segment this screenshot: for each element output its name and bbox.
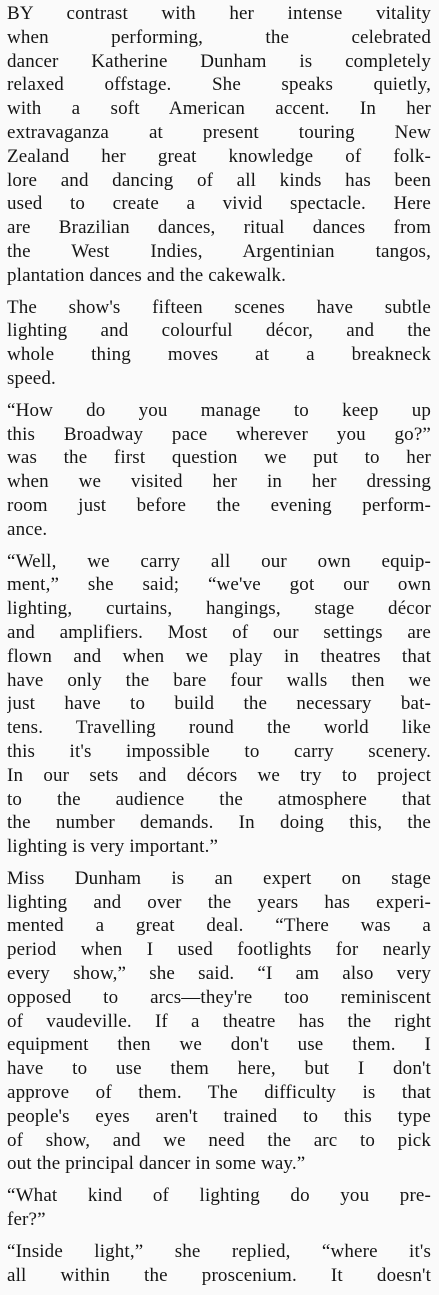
text-line: was the first question we put to her xyxy=(7,447,431,469)
text-line: lighting and over the years has experi- xyxy=(7,891,431,913)
text-line: In our sets and décors we try to project xyxy=(7,764,431,786)
text-line: people's eyes aren't trained to this type xyxy=(7,1105,431,1127)
paragraph-3 xyxy=(7,399,431,542)
text-line: BY contrast with her intense vitality xyxy=(7,3,431,24)
paragraph-1 xyxy=(7,2,431,288)
text-line: “What kind of lighting do you pre- xyxy=(7,1185,431,1207)
text-line: approve of them. The difficulty is that xyxy=(7,1082,431,1104)
text-line: lore and dancing of all kinds has been xyxy=(7,169,431,191)
text-line: of show, and we need the arc to pick xyxy=(7,1129,431,1151)
text-line: flown and when we play in theatres that xyxy=(7,645,431,667)
text-line: have to use them here, but I don't xyxy=(7,1058,431,1080)
text-line: with a soft American accent. In her xyxy=(7,98,431,120)
text-line: opposed to arcs—they're too reminiscent xyxy=(7,986,431,1008)
text-line: speed. xyxy=(7,367,56,389)
text-line: are Brazilian dances, ritual dances from xyxy=(7,217,431,239)
text-line: whole thing moves at a breakneck xyxy=(7,344,431,366)
text-line: this Broadway pace wherever you go?” xyxy=(7,423,431,445)
text-line: period when I used footlights for nearly xyxy=(7,939,431,961)
text-line: plantation dances and the cakewalk. xyxy=(7,264,287,286)
text-line: Zealand her great knowledge of folk- xyxy=(7,145,431,167)
text-line: The show's fifteen scenes have subtle xyxy=(7,296,431,318)
text-line: dancer Katherine Dunham is completely xyxy=(7,50,431,72)
text-line: to the audience the atmosphere that xyxy=(7,788,431,810)
article-page xyxy=(7,2,431,1295)
text-line: the West Indies, Argentinian tangos, xyxy=(7,240,431,262)
text-line: when we visited her in her dressing xyxy=(7,471,431,493)
paragraph-7 xyxy=(7,1240,431,1288)
text-line: every show,” she said. “I am also very xyxy=(7,963,431,985)
text-line: lighting is very important.” xyxy=(7,836,219,858)
paragraph-6 xyxy=(7,1184,431,1232)
text-line: ance. xyxy=(7,518,48,540)
text-line: extravaganza at present touring New xyxy=(7,121,431,143)
text-line: have only the bare four walls then we xyxy=(7,669,431,691)
text-line: and amplifiers. Most of our settings are xyxy=(7,621,431,643)
text-line: just have to build the necessary bat- xyxy=(7,693,431,715)
text-line: “Well, we carry all our own equip- xyxy=(7,550,431,572)
paragraph-5 xyxy=(7,867,431,1176)
text-line: of vaudeville. If a theatre has the right xyxy=(7,1010,431,1032)
text-line: the number demands. In doing this, the xyxy=(7,812,431,834)
text-line: equipment then we don't use them. I xyxy=(7,1034,431,1056)
text-line: Miss Dunham is an expert on stage xyxy=(7,867,431,889)
text-line: “How do you manage to keep up xyxy=(7,399,431,421)
text-line: used to create a vivid spectacle. Here xyxy=(7,193,431,215)
paragraph-2 xyxy=(7,296,431,391)
text-line: room just before the evening perform- xyxy=(7,494,431,516)
paragraph-4 xyxy=(7,550,431,859)
text-line: “Inside light,” she replied, “where it's xyxy=(7,1240,431,1262)
text-line: out the principal dancer in some way.” xyxy=(7,1153,306,1175)
text-line: when performing, the celebrated xyxy=(7,26,431,48)
text-line: fer?” xyxy=(7,1209,46,1231)
text-line: lighting, curtains, hangings, stage décor xyxy=(7,598,431,620)
text-line: this it's impossible to carry scenery. xyxy=(7,740,431,762)
text-line: lighting and colourful décor, and the xyxy=(7,320,431,342)
text-line: tens. Travelling round the world like xyxy=(7,717,431,739)
text-line: relaxed offstage. She speaks quietly, xyxy=(7,74,431,96)
text-line: mented a great deal. “There was a xyxy=(7,915,431,937)
text-line: ment,” she said; “we've got our own xyxy=(7,574,431,596)
text-line: all within the proscenium. It doesn't xyxy=(7,1264,431,1286)
